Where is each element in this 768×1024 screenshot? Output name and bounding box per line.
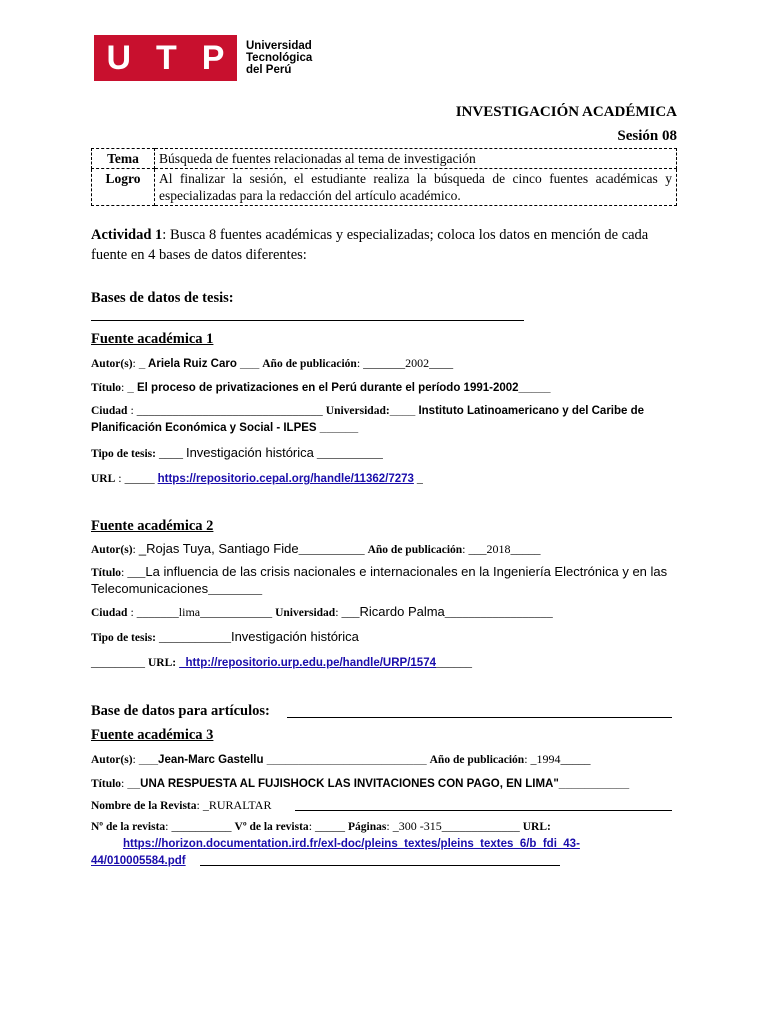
utp-logo	[94, 35, 312, 81]
logo-line-1: Universidad	[246, 40, 312, 52]
tipo-value: Investigación histórica	[230, 629, 359, 644]
tipo-value: Investigación histórica	[185, 445, 314, 460]
ciudad-value: _______lima____________	[136, 605, 273, 619]
revista-rule	[295, 810, 672, 811]
universidad-value: Ricardo Palma	[359, 604, 445, 619]
tema-key: Tema	[92, 149, 155, 169]
autor-label: Autor(s)	[91, 358, 133, 370]
n-value: __________	[171, 819, 232, 833]
tema-value: Búsqueda de fuentes relacionadas al tema de investigación	[155, 149, 677, 169]
anio-value: ___2018_____	[468, 542, 541, 556]
url-suffix: ______	[436, 655, 472, 669]
ciudad-label: Ciudad	[91, 405, 128, 417]
tipo-suffix: ___________	[316, 446, 383, 460]
fuente-3-url-link-2[interactable]: 44/010005584.pdf	[91, 855, 186, 867]
url-label: URL:	[522, 821, 551, 833]
logo-letter-p: P	[201, 39, 225, 77]
logro-value: Al finalizar la sesión, el estudiante realiza la búsqueda de cinco fuentes académicas y especializadas para la redacción del artículo académico.	[155, 169, 677, 206]
fuente-2-ciudad-line: Ciudad : _______lima____________ Universidad: ___Ricardo Palma__________________	[91, 604, 553, 619]
ciudad-label: Ciudad	[91, 607, 128, 619]
activity-instructions	[91, 225, 656, 265]
logro-row	[92, 169, 677, 206]
articles-section-rule	[287, 717, 672, 718]
titulo-suffix: _________	[208, 582, 263, 596]
fuente-3-url-line-1	[91, 835, 580, 852]
activity-text: : Busca 8 fuentes académicas y especializadas; coloca los datos en mención de cada fuente en 4 bases de datos diferentes:	[91, 227, 649, 263]
thesis-section-heading: Bases de datos de tesis:	[91, 290, 234, 306]
fuente-3-revista-line: Nombre de la Revista: _RURALTAR	[91, 798, 272, 812]
url-prefix: _____	[124, 471, 155, 485]
titulo-label: Título	[91, 778, 122, 790]
autor-value: _Rojas Tuya, Santiago Fide	[138, 541, 299, 556]
revista-label: Nombre de la Revista	[91, 800, 197, 812]
fuente-3-titulo-line: Título: __UNA RESPUESTA AL FUJISHOCK LAS INVITACIONES CON PAGO, EN LIMA"___________	[91, 776, 630, 790]
logo-line-3: del Perú	[246, 64, 292, 76]
anio-value: _______2002____	[363, 356, 454, 370]
titulo-value: __UNA RESPUESTA AL FUJISHOCK LAS INVITACIONES CON PAGO, EN LIMA"___________	[127, 778, 630, 790]
course-title: INVESTIGACIÓN ACADÉMICA	[455, 104, 677, 120]
logo-line-2: Tecnológica	[246, 52, 313, 64]
universidad-label: Universidad:	[325, 405, 390, 417]
fuente-3-numero-line: Nº de la revista: __________ Vº de la revista: _____ Páginas: _300 -315_____________ URL:	[91, 819, 551, 833]
fuente-3-url-link-1[interactable]: https://horizon.documentation.ird.fr/exl-doc/pleins_textes/pleins_textes_6/b_fdi_43-	[123, 838, 580, 850]
universidad-label: Universidad	[275, 607, 336, 619]
autor-label: Autor(s)	[91, 544, 133, 556]
titulo-label: Título	[91, 382, 122, 394]
n-label: Nº de la revista	[91, 821, 166, 833]
fuente-1-ciudad-line: Ciudad : _______________________________ Universidad:____ Instituto Latinoamericano y del Caribe de Planificación Económica y Social - ILPES ______	[91, 403, 645, 434]
autor-value: ___Jean-Marc Gastellu _________________________	[138, 754, 427, 766]
paginas-label: Páginas	[348, 821, 387, 833]
articles-section-heading: Base de datos para artículos:	[91, 703, 270, 719]
anio-value: _1994_____	[530, 752, 591, 766]
url-suffix: _	[416, 471, 423, 485]
universidad-value: ____ Instituto Latinoamericano y del Caribe de Planificación Económica y Social - ILPES ______	[91, 405, 645, 434]
titulo-value: La influencia de las crisis nacionales e internacionales en la Ingeniería Electrónica y en las Telecomunicaciones	[91, 564, 668, 596]
logo-letter-u: U	[106, 39, 132, 77]
fuente-1-tipo-line	[91, 445, 383, 462]
fuente-3-url-line-2	[91, 852, 186, 869]
session-number: Sesión 08	[617, 128, 677, 144]
fuente-2-url-line	[91, 654, 472, 671]
tipo-prefix: ____________	[158, 630, 231, 644]
fuente-2-heading: Fuente académica 2	[91, 518, 214, 534]
url-prefix: _________	[91, 655, 145, 669]
universidad-prefix: ___	[341, 605, 360, 619]
fuente-1-autor-line: Autor(s): _ Ariela Ruiz Caro ___ Año de publicación: _______2002____	[91, 356, 454, 370]
activity-label: Actividad 1	[91, 227, 163, 243]
v-label: Vº de la revista	[234, 821, 309, 833]
fuente-3-autor-line: Autor(s): ___Jean-Marc Gastellu _________________________ Año de publicación: _1994_____	[91, 752, 591, 766]
fuente-1-url-link[interactable]: https://repositorio.cepal.org/handle/11362/7273	[157, 473, 414, 485]
fuente-2-url-link[interactable]: _http://repositorio.urp.edu.pe/handle/URP/1574	[179, 657, 436, 669]
topic-table	[91, 148, 677, 206]
anio-label: Año de publicación	[429, 754, 525, 766]
tipo-label: Tipo de tesis:	[91, 448, 156, 460]
v-value: _____	[315, 819, 346, 833]
logo-wordmark	[246, 40, 312, 76]
tipo-prefix: ____	[158, 446, 183, 460]
autor-value: _ Ariela Ruiz Caro ___	[138, 358, 260, 370]
titulo-prefix: ___	[127, 565, 146, 579]
logro-key: Logro	[92, 169, 155, 206]
anio-label: Año de publicación	[367, 544, 463, 556]
ciudad-value: _______________________________	[136, 403, 323, 417]
fuente-2-titulo-line: Título: ___La influencia de las crisis nacionales e internacionales en la Ingeniería Electrónica y en las Telecomunicaciones_________	[91, 564, 668, 596]
tipo-label: Tipo de tesis:	[91, 632, 156, 644]
fuente-1-url-line: URL : _____ https://repositorio.cepal.org/handle/11362/7273 _	[91, 471, 423, 485]
fuente-1-heading: Fuente académica 1	[91, 331, 214, 347]
autor-suffix: ___________	[298, 542, 365, 556]
url-label: URL	[91, 473, 116, 485]
fuente-2-autor-line: Autor(s): _Rojas Tuya, Santiago Fide___________ Año de publicación: ___2018_____	[91, 541, 541, 556]
titulo-value: _ El proceso de privatizaciones en el Perú durante el período 1991-2002_____	[127, 382, 551, 394]
thesis-section-rule	[91, 320, 524, 321]
fuente-1-titulo-line: Título: _ El proceso de privatizaciones en el Perú durante el período 1991-2002_____	[91, 380, 551, 394]
logo-letter-t: T	[156, 39, 177, 77]
titulo-label: Título	[91, 567, 122, 579]
anio-label: Año de publicación	[262, 358, 357, 370]
logo-mark	[94, 35, 237, 81]
autor-label: Autor(s)	[91, 754, 133, 766]
fuente-3-heading: Fuente académica 3	[91, 727, 214, 743]
revista-value: _RURALTAR	[202, 798, 272, 812]
url-rule	[200, 865, 560, 866]
paginas-value: _300 -315_____________	[392, 819, 520, 833]
fuente-2-tipo-line	[91, 629, 359, 646]
tema-row	[92, 149, 677, 169]
universidad-suffix: __________________	[444, 605, 553, 619]
url-label: URL:	[148, 657, 177, 669]
